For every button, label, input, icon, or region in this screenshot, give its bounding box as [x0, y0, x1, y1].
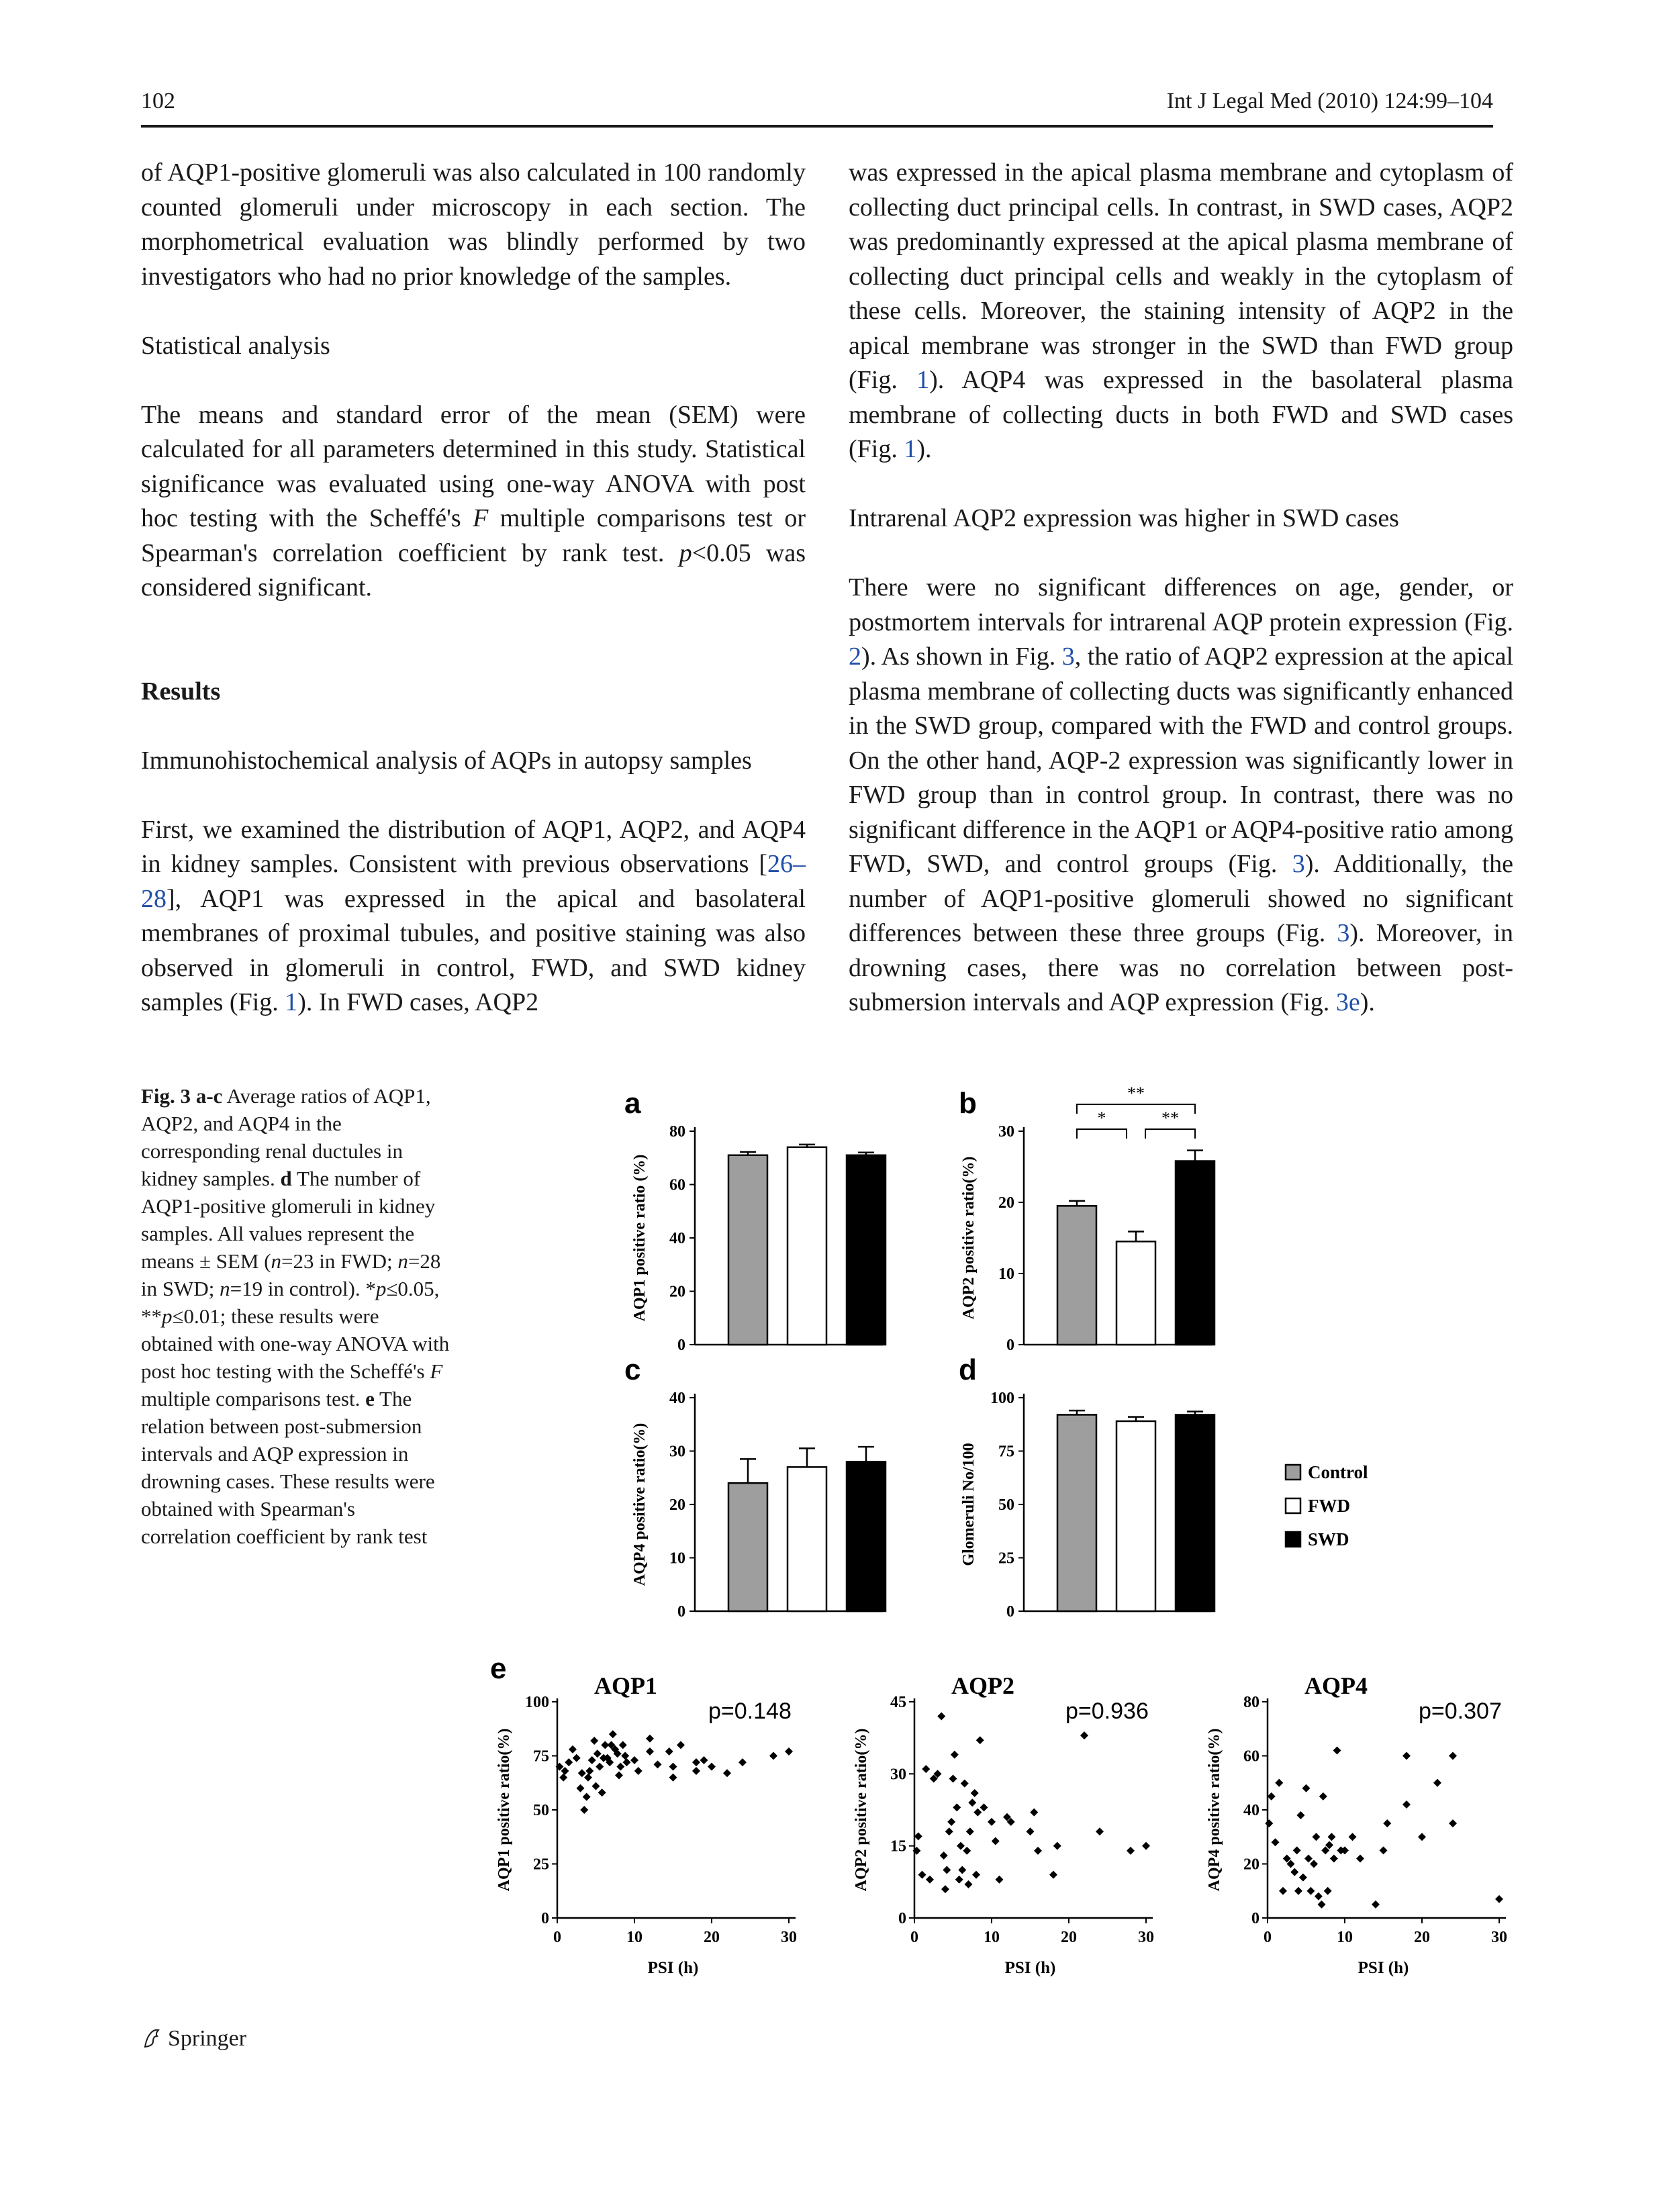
y-tick-label: 10 — [669, 1549, 685, 1568]
x-tick-label: 10 — [1337, 1929, 1353, 1946]
y-tick-label: 80 — [669, 1123, 685, 1141]
data-point — [1449, 1819, 1457, 1827]
data-point — [971, 1789, 979, 1797]
data-point — [559, 1774, 567, 1782]
aqp2-heading: Intrarenal AQP2 expression was higher in SWD cases — [849, 504, 1399, 532]
publisher-name: Springer — [168, 2026, 247, 2051]
x-tick-label: 10 — [626, 1929, 643, 1946]
y-tick-label: 10 — [998, 1265, 1014, 1283]
data-point — [1402, 1752, 1411, 1760]
data-point — [561, 1767, 569, 1775]
x-tick-label: 20 — [1414, 1929, 1430, 1946]
left-column — [141, 156, 806, 1020]
data-point — [1030, 1809, 1038, 1817]
methods-paragraph: of AQP1-positive glomeruli was also calculated in 100 randomly counted glomeruli under microscopy in each section. The morphometrical evaluation was blindly performed by two investigators who had no prior knowledge of the samples. — [141, 158, 806, 291]
data-point — [937, 1712, 945, 1720]
x-tick-label: 30 — [1138, 1929, 1154, 1946]
statistics-paragraph: The means and standard error of the mean (SEM) were calculated for all parameters determined in this study. Statistical significance was evaluated using one-way ANOVA with post hoc testing with the Scheffé's F multiple comparisons test or Spearman's correlation coefficient by rank test. p<0.05 was considered significant. — [141, 400, 806, 602]
data-point — [634, 1767, 643, 1775]
data-point — [1302, 1784, 1311, 1792]
data-point — [1268, 1792, 1276, 1800]
y-tick-label: 0 — [541, 1910, 549, 1927]
data-point — [961, 1780, 969, 1788]
data-point — [1049, 1871, 1057, 1879]
panel-label-c: c — [624, 1353, 641, 1386]
y-tick-label: 20 — [669, 1283, 685, 1301]
data-point — [677, 1741, 685, 1749]
reference-link[interactable]: 26–28 — [141, 850, 806, 913]
significance-label: ** — [1127, 1084, 1145, 1103]
y-tick-label: 40 — [669, 1230, 685, 1247]
legend-label: Control — [1308, 1462, 1368, 1482]
data-point — [616, 1763, 624, 1771]
bar-swd — [1176, 1414, 1215, 1611]
figure-3-svg — [470, 1074, 1517, 1987]
data-point — [669, 1774, 677, 1782]
data-point — [1096, 1827, 1104, 1835]
legend-swatch-swd — [1286, 1532, 1300, 1547]
data-point — [1418, 1833, 1426, 1841]
y-tick-label: 30 — [998, 1123, 1014, 1141]
right-column — [849, 156, 1513, 1020]
panel-label-a: a — [624, 1087, 641, 1120]
legend-label: SWD — [1308, 1529, 1349, 1549]
data-point — [646, 1735, 654, 1743]
scatter-title: AQP4 — [1304, 1672, 1368, 1699]
x-axis-label: PSI (h) — [1004, 1959, 1056, 1977]
bar-swd — [847, 1155, 886, 1345]
data-point — [918, 1871, 926, 1879]
y-tick-label: 0 — [1006, 1603, 1014, 1621]
results-heading: Results — [141, 677, 221, 706]
springer-horse-icon — [141, 2027, 164, 2050]
data-point — [708, 1763, 716, 1771]
data-point — [955, 1876, 963, 1884]
data-point — [598, 1788, 606, 1796]
footer — [141, 2026, 246, 2052]
data-point — [654, 1760, 662, 1768]
data-point — [573, 1754, 581, 1762]
data-point — [945, 1827, 953, 1835]
figure-link[interactable]: 1 — [904, 435, 917, 463]
figure-caption: Fig. 3 a-c Average ratios of AQP1, AQP2, and AQP4 in the corresponding renal ductules in kidney samples. d The number of AQP1-positive glomeruli in kidney samples. All values represent the means ± SEM (n=23 in FWD; n=28 in SWD; n=19 in control). *p≤0.05, **p≤0.01; these results were obtained with one-way ANOVA with post hoc testing with the Scheffé's F multiple comparisons test. e The relation between post-submersion intervals and AQP expression in drowning cases. These results were obtained with Spearman's correlation coefficient by rank test — [141, 1084, 450, 1548]
bar-control — [728, 1483, 767, 1611]
data-point — [1380, 1846, 1388, 1854]
data-point — [1027, 1827, 1035, 1835]
y-axis-label: AQP2 positive ratio(%) — [960, 1156, 978, 1320]
data-point — [585, 1767, 593, 1775]
data-point — [953, 1803, 961, 1811]
data-point — [569, 1745, 577, 1753]
data-point — [968, 1798, 976, 1807]
data-point — [596, 1763, 604, 1771]
y-tick-label: 100 — [990, 1390, 1014, 1407]
significance-bracket — [1145, 1129, 1195, 1139]
data-point — [1402, 1800, 1411, 1809]
data-point — [769, 1752, 777, 1760]
data-point — [692, 1758, 700, 1766]
data-point — [609, 1730, 617, 1738]
y-axis-label: AQP1 positive ratio(%) — [495, 1728, 513, 1892]
data-point — [1080, 1731, 1088, 1739]
bar-fwd — [1116, 1241, 1155, 1345]
panel-label-e: e — [490, 1652, 507, 1685]
header-rule — [141, 125, 1493, 128]
y-tick-label: 40 — [1243, 1802, 1259, 1819]
y-axis-label: Glomeruli No/100 — [960, 1443, 978, 1566]
data-point — [665, 1747, 673, 1756]
legend-swatch-fwd — [1286, 1498, 1300, 1513]
y-tick-label: 0 — [1006, 1337, 1014, 1354]
data-point — [583, 1793, 591, 1801]
data-point — [700, 1756, 708, 1764]
data-point — [578, 1769, 586, 1777]
y-axis-label: AQP2 positive ratio(%) — [853, 1728, 870, 1892]
data-point — [951, 1751, 959, 1759]
x-tick-label: 30 — [781, 1929, 797, 1946]
x-tick-label: 0 — [910, 1929, 918, 1946]
bar-control — [1057, 1206, 1096, 1345]
data-point — [1142, 1842, 1150, 1850]
data-point — [1433, 1779, 1441, 1787]
data-point — [619, 1741, 627, 1749]
data-point — [646, 1747, 654, 1756]
x-tick-label: 20 — [704, 1929, 720, 1946]
y-tick-label: 60 — [1243, 1747, 1259, 1766]
data-point — [1275, 1779, 1283, 1787]
data-point — [590, 1737, 598, 1745]
data-point — [592, 1782, 600, 1790]
p-value: p=0.307 — [1419, 1698, 1502, 1724]
y-tick-label: 30 — [669, 1443, 685, 1461]
data-point — [1299, 1874, 1307, 1882]
panel-label-d: d — [959, 1353, 977, 1386]
data-point — [992, 1837, 1000, 1845]
data-point — [972, 1871, 980, 1879]
data-point — [1279, 1887, 1287, 1895]
data-point — [1304, 1854, 1313, 1862]
y-tick-label: 0 — [898, 1910, 906, 1927]
data-point — [1315, 1892, 1323, 1901]
y-tick-label: 0 — [677, 1337, 685, 1354]
data-point — [988, 1818, 996, 1826]
legend-swatch-control — [1286, 1465, 1300, 1480]
data-point — [1356, 1854, 1364, 1862]
y-tick-label: 0 — [1251, 1910, 1259, 1927]
data-point — [1053, 1842, 1061, 1850]
running-header — [141, 89, 1493, 124]
y-tick-label: 75 — [533, 1747, 549, 1766]
data-point — [996, 1876, 1004, 1884]
data-point — [1127, 1847, 1135, 1855]
y-axis-label: AQP4 positive ratio(%) — [631, 1423, 649, 1586]
data-point — [1319, 1792, 1327, 1800]
significance-label: * — [1097, 1108, 1106, 1128]
y-tick-label: 75 — [998, 1443, 1014, 1461]
significance-label: ** — [1161, 1108, 1179, 1128]
x-axis-label: PSI (h) — [647, 1959, 699, 1977]
y-tick-label: 20 — [1243, 1856, 1259, 1874]
y-tick-label: 100 — [525, 1694, 549, 1711]
y-axis-label: AQP1 positive ratio (%) — [631, 1154, 649, 1322]
data-point — [1290, 1868, 1298, 1876]
data-point — [584, 1774, 592, 1782]
data-point — [980, 1803, 988, 1811]
data-point — [580, 1806, 588, 1814]
bar-swd — [847, 1461, 886, 1611]
y-tick-label: 45 — [890, 1694, 906, 1711]
x-tick-label: 0 — [553, 1929, 561, 1946]
y-tick-label: 80 — [1243, 1694, 1259, 1711]
data-point — [1034, 1847, 1042, 1855]
bar-control — [1057, 1414, 1096, 1611]
figure-3 — [470, 1074, 1517, 1987]
data-point — [1383, 1819, 1391, 1827]
data-point — [1312, 1833, 1320, 1841]
bar-fwd — [788, 1467, 826, 1611]
p-value: p=0.148 — [708, 1698, 792, 1724]
data-point — [593, 1749, 602, 1758]
x-tick-label: 10 — [984, 1929, 1000, 1946]
y-tick-label: 20 — [669, 1496, 685, 1514]
x-tick-label: 30 — [1491, 1929, 1507, 1946]
data-point — [1265, 1819, 1273, 1827]
data-point — [1324, 1887, 1332, 1895]
y-tick-label: 0 — [677, 1603, 685, 1621]
figure-link[interactable]: 3 — [1061, 642, 1075, 671]
y-tick-label: 50 — [998, 1496, 1014, 1514]
figure-link[interactable]: 1 — [285, 988, 298, 1016]
y-tick-label: 20 — [998, 1194, 1014, 1212]
x-tick-label: 20 — [1061, 1929, 1077, 1946]
data-point — [957, 1842, 965, 1850]
data-point — [621, 1752, 629, 1760]
figure-link[interactable]: 3 — [1292, 850, 1305, 878]
significance-bracket — [1077, 1129, 1127, 1139]
data-point — [914, 1832, 922, 1840]
y-tick-label: 60 — [669, 1176, 685, 1194]
figure-link[interactable]: 2 — [849, 642, 861, 671]
bar-swd — [1176, 1161, 1215, 1345]
legend-label: FWD — [1308, 1496, 1350, 1516]
data-point — [926, 1876, 934, 1884]
data-point — [692, 1767, 700, 1775]
figure-link[interactable]: 3e — [1335, 988, 1360, 1016]
data-point — [1327, 1833, 1335, 1841]
data-point — [949, 1774, 957, 1782]
data-point — [1272, 1838, 1280, 1846]
journal-citation: Int J Legal Med (2010) 124:99–104 — [1166, 89, 1493, 113]
bar-control — [728, 1155, 767, 1345]
data-point — [940, 1852, 948, 1860]
bar-fwd — [1116, 1421, 1155, 1611]
data-point — [973, 1809, 982, 1817]
y-tick-label: 25 — [998, 1549, 1014, 1568]
results-paragraph: First, we examined the distribution of AQP1, AQP2, and AQP4 in kidney samples. Consistent with previous observations [26–28], AQP1 was expressed in the apical and basolateral membranes of proximal tubules, and positive staining was also observed in glomeruli in control, FWD, and SWD kidney samples (Fig. 1). In FWD cases, AQP2 — [141, 815, 806, 1016]
data-point — [966, 1827, 974, 1835]
data-point — [1333, 1746, 1341, 1754]
y-tick-label: 50 — [533, 1802, 549, 1819]
bar-fwd — [788, 1147, 826, 1345]
data-point — [958, 1866, 966, 1874]
data-point — [785, 1747, 793, 1756]
panel-label-b: b — [959, 1087, 977, 1120]
data-point — [1330, 1854, 1338, 1862]
y-tick-label: 30 — [890, 1766, 906, 1784]
data-point — [1449, 1752, 1457, 1760]
x-axis-label: PSI (h) — [1358, 1959, 1409, 1977]
data-point — [943, 1866, 951, 1874]
y-tick-label: 40 — [669, 1390, 685, 1407]
p-value: p=0.936 — [1065, 1698, 1149, 1724]
data-point — [615, 1771, 623, 1779]
data-point — [1310, 1860, 1318, 1868]
scatter-title: AQP2 — [951, 1672, 1014, 1699]
data-point — [1294, 1887, 1302, 1895]
y-tick-label: 15 — [890, 1837, 906, 1856]
data-point — [669, 1763, 677, 1771]
data-point — [723, 1769, 731, 1777]
data-point — [1349, 1833, 1357, 1841]
data-point — [630, 1756, 638, 1764]
figure-link[interactable]: 3 — [1337, 919, 1350, 947]
expression-paragraph: There were no significant differences on age, gender, or postmortem intervals for intrarenal AQP protein expression (Fig. 2). As shown in Fig. 3, the ratio of AQP2 expression at the apical plasma membrane of collecting ducts was significantly enhanced in the SWD group, compared with the FWD and control groups. On the other hand, AQP-2 expression was significantly lower in FWD group than in control group. In contrast, there was no significant difference in the AQP1 or AQP4-positive ratio among FWD, SWD, and control groups (Fig. 3). Additionally, the number of AQP1-positive glomeruli showed no significant differences between these three groups (Fig. 3). Moreover, in drowning cases, there was no correlation between post-submersion intervals and AQP expression (Fig. 3e). — [849, 573, 1513, 1016]
data-point — [1293, 1846, 1301, 1854]
data-point — [1318, 1901, 1326, 1909]
data-point — [1495, 1895, 1503, 1903]
immuno-heading: Immunohistochemical analysis of AQPs in autopsy samples — [141, 746, 752, 775]
data-point — [922, 1765, 930, 1773]
page-number: 102 — [141, 89, 175, 113]
data-point — [565, 1758, 573, 1766]
data-point — [1296, 1811, 1304, 1819]
data-point — [1372, 1901, 1380, 1909]
data-point — [623, 1758, 631, 1766]
aqp2-paragraph: was expressed in the apical plasma membrane and cytoplasm of collecting duct principal cells. In contrast, in SWD cases, AQP2 was predominantly expressed at the apical plasma membrane of collecting duct principal cells and weakly in the cytoplasm of these cells. Moreover, the staining intensity of AQP2 in the apical membrane was stronger in the SWD than FWD group (Fig. 1). AQP4 was expressed in the basolateral plasma membrane of collecting ducts in both FWD and SWD cases (Fig. 1). — [849, 158, 1513, 463]
y-axis-label: AQP4 positive ratio(%) — [1206, 1728, 1223, 1892]
data-point — [588, 1756, 596, 1764]
data-point — [965, 1880, 973, 1888]
data-point — [941, 1885, 949, 1893]
data-point — [963, 1847, 971, 1855]
statistical-analysis-heading: Statistical analysis — [141, 331, 330, 360]
x-tick-label: 0 — [1264, 1929, 1272, 1946]
data-point — [947, 1818, 955, 1826]
data-point — [577, 1784, 585, 1792]
data-point — [739, 1758, 747, 1766]
y-tick-label: 25 — [533, 1856, 549, 1874]
figure-link[interactable]: 1 — [916, 366, 930, 394]
data-point — [1306, 1887, 1315, 1895]
data-point — [976, 1736, 984, 1744]
scatter-title: AQP1 — [594, 1672, 657, 1699]
